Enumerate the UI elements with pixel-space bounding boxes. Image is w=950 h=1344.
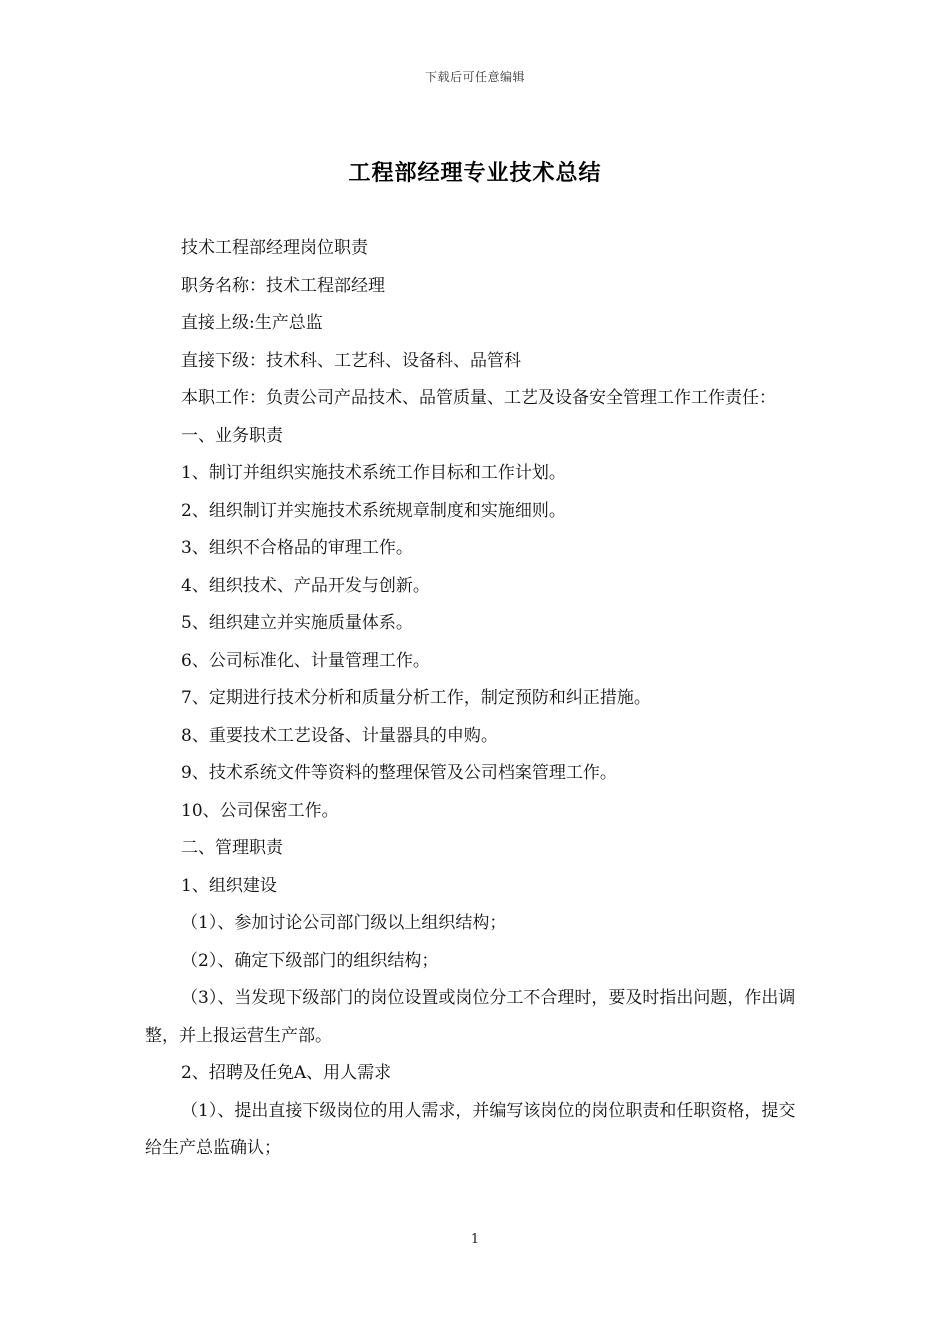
paragraph: 直接上级:生产总监 bbox=[181, 313, 323, 333]
paragraph: 4、组织技术、产品开发与创新。 bbox=[181, 575, 430, 596]
paragraph: 1、组织建设 bbox=[181, 875, 277, 896]
paragraph: 直接下级：技术科、工艺科、设备科、品管科 bbox=[181, 350, 521, 371]
paragraph: 1、制订并组织实施技术系统工作目标和工作计划。 bbox=[181, 463, 566, 483]
paragraph: （3）、当发现下级部门的岗位设置或岗位分工不合理时，要及时指出问题，作出调整，并上报运营生产部。 bbox=[145, 988, 796, 1046]
paragraph: 职务名称：技术工程部经理 bbox=[181, 275, 385, 296]
paragraph: 二、管理职责 bbox=[181, 838, 283, 858]
paragraph: 8、重要技术工艺设备、计量器具的申购。 bbox=[181, 725, 498, 746]
document-body bbox=[145, 230, 810, 1168]
paragraph: 10、公司保密工作。 bbox=[181, 800, 339, 821]
page-number: 1 bbox=[470, 1232, 480, 1247]
paragraph: 一、业务职责 bbox=[181, 425, 283, 446]
document-title: 工程部经理专业技术总结 bbox=[348, 160, 602, 186]
paragraph: 本职工作：负责公司产品技术、品管质量、工艺及设备安全管理工作工作责任： bbox=[181, 388, 776, 408]
header-note: 下载后可任意编辑 bbox=[424, 70, 525, 84]
paragraph: （1）、参加讨论公司部门级以上组织结构； bbox=[181, 913, 507, 933]
paragraph: 7、定期进行技术分析和质量分析工作，制定预防和纠正措施。 bbox=[181, 688, 651, 708]
paragraph: （2）、确定下级部门的组织结构； bbox=[181, 950, 439, 971]
paragraph: （1）、提出直接下级岗位的用人需求，并编写该岗位的岗位职责和任职资格，提交给生产总监确认； bbox=[145, 1100, 796, 1158]
paragraph: 6、公司标准化、计量管理工作。 bbox=[181, 650, 430, 671]
paragraph: 2、招聘及任免A、用人需求 bbox=[181, 1063, 392, 1083]
paragraph: 5、组织建立并实施质量体系。 bbox=[181, 613, 413, 633]
paragraph: 9、技术系统文件等资料的整理保管及公司档案管理工作。 bbox=[181, 763, 617, 783]
paragraph: 2、组织制订并实施技术系统规章制度和实施细则。 bbox=[181, 500, 566, 521]
paragraph: 技术工程部经理岗位职责 bbox=[181, 238, 368, 258]
paragraph: 3、组织不合格品的审理工作。 bbox=[181, 538, 413, 558]
